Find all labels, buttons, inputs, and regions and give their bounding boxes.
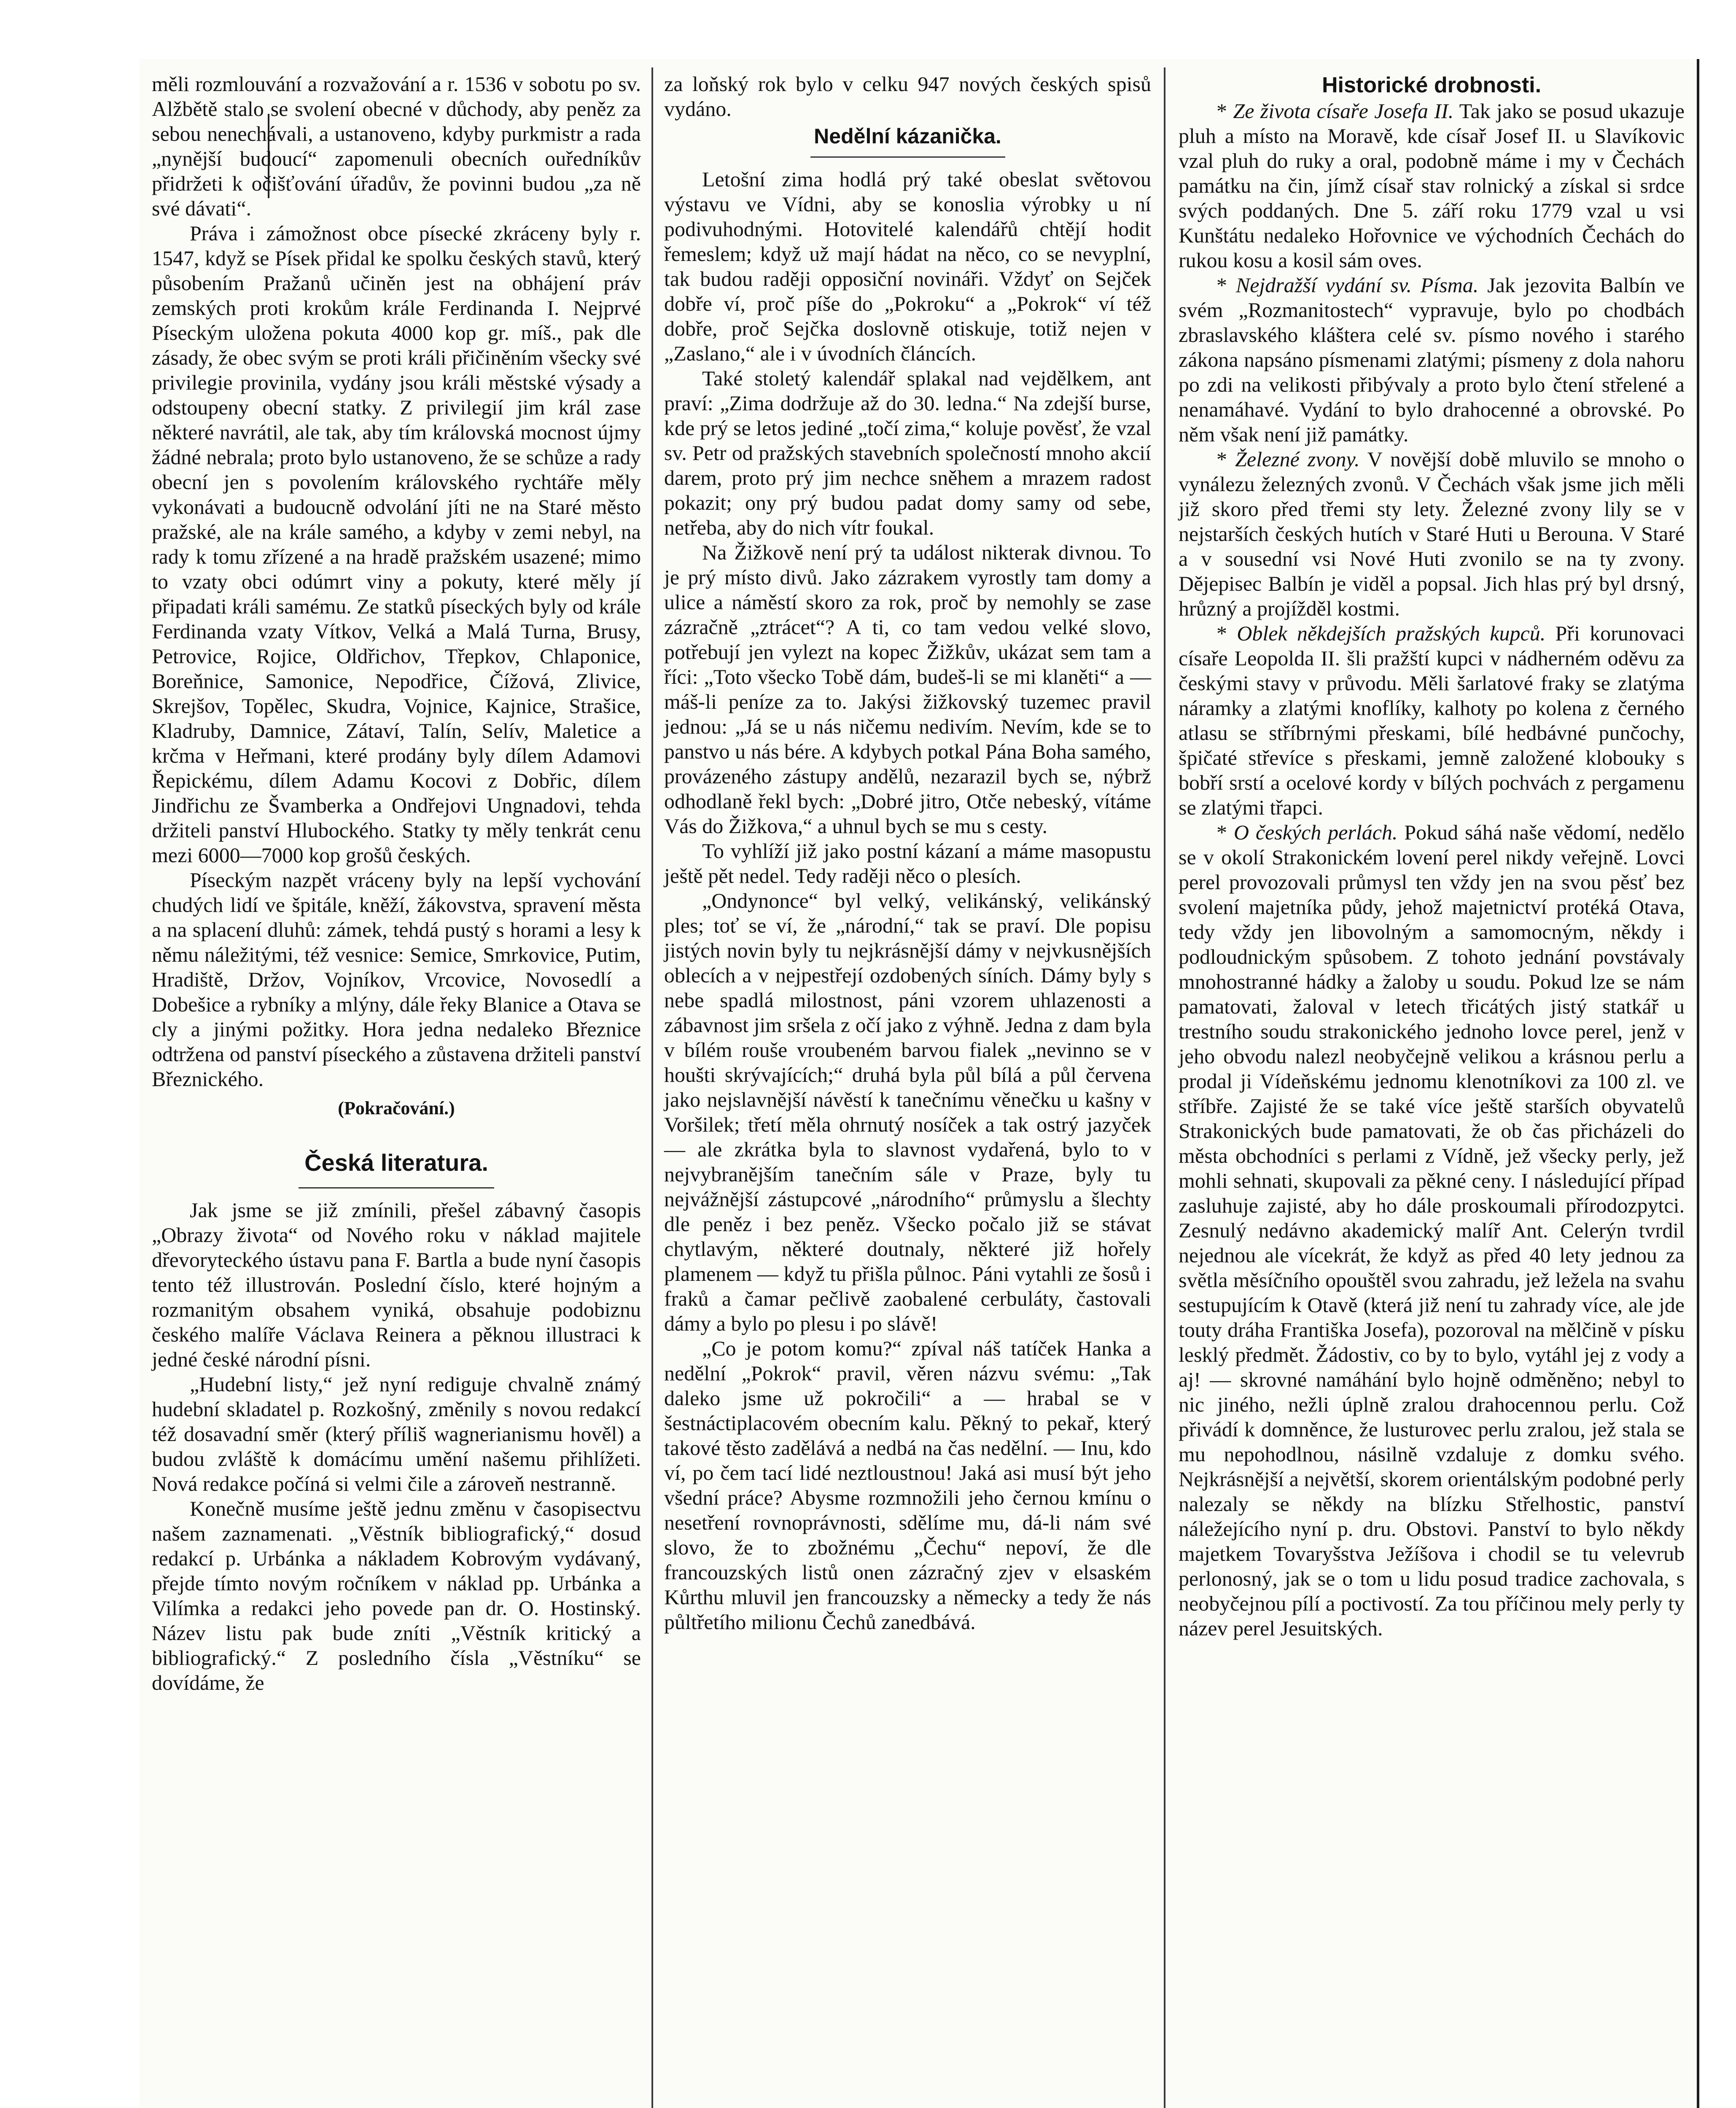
article-paragraph: Práva i zámožnost obce písecké zkráceny byly r. 1547, když se Písek přidal ke spolku českých stavů, který působením Pražanů učiněn jest na obhájení práv zemských proti krokům krále Ferdinanda I. Nejprvé Píseckým uložena pokuta 4000 kop gr. míš., pak dle zásady, že obec svým se proti králi přičiněním všecky své privilegie provinila, vydány jsou králi městské výsady a odstoupeny obecní statky. Z privilegií jim král zase některé navrátil, ale tak, aby tím královská mocnost újmy žádné nebrala; proto bylo ustanoveno, že se schůze a rady obecní jen s povolením královského rychtáře měly vykonávati a budoucně odvolání jíti ne na Staré město pražské, ale na krále samého, a kdyby v zemi nebyl, na rady k tomu zřízené a na hradě pražském usazené; mimo to vzaty obci odúmrt viny a pokuty, které měly jí připadati králi samému. Ze statků píseckých byly od krále Ferdinanda vzaty Vítkov, Velká a Malá Turna, Brusy, Petrovice, Rojice, Oldřichov, Třepkov, Chlaponice, Boreňnice, Samonice, Nepodřice, Čížová, Zlivice, Skrejšov, Topělec, Skudra, Vojnice, Kajnice, Strašice, Kladruby, Damnice, Zátaví, Talín, Selív, Maletice a krčma v Heřmani, které prodány byly dílem Adamovi Řepickému, dílem Adamu Kocovi z Dobřic, dílem Jindřichu ze Švamberka a Ondřejovi Ungnadovi, tehda držiteli panství Hlubockého. Statky ty měly tenkrát cenu mezi 6000—7000 kop grošů českých. (152, 221, 641, 867)
page-edge-shadow (1697, 59, 1699, 2108)
article-paragraph: Také stoletý kalendář splakal nad vejdělkem, ant praví: „Zima dodržuje až do 30. ledna.“ Na zdejší burse, kde prý se letos jediné „točí zima,“ koluje pověsť, že vzal sv. Petr od pražských stavebních společností mnoho akcií darem, proto prý jim nechce sněhem a mrazem radost pokazit; ony prý budou padat domy samy od sebe, netřeba, aby do nich vítr foukal. (664, 366, 1151, 539)
history-item-title: Ze života císaře Josefa II. (1233, 99, 1454, 123)
history-item: * O českých perlách. Pokud sáhá naše vědomí, nedělo se v okolí Strakonickém lovení perel nikdy veřejně. Lovci perel provozovali průmysl ten vždy jen na svou pěsť bez svolení majetníka půdy, jehož majetnictví protéká Otava, tedy vždy jen libovolným a samomocným, někdy i podloudnickým spůsobem. Z tohoto jednání povstávaly mnohostranné hádky a žaloby u soudu. Pokud lze se nám pamatovati, žaloval v letech třicátých jistý statkář u trestního soudu strakonického jednoho lovce perel, jenž v jeho obvodu nalezl neobyčejně velikou a krásnou perlu a prodal ji Vídeňskému jednomu klenotníkovi za 100 zl. ve stříbře. Zajisté že se také více ještě starších obyvatelů Strakonických bude pamatovati, že ob čas přicházeli do města obchodníci s perlami z Vídně, jež všecky perly, jež mohli sehnati, skupovali za pěkné ceny. I následující případ zasluhuje zajisté, aby ho dále proskoumali přírodozpytci. Zesnulý nedávno akademický malíř Ant. Celerýn tvrdil nejednou ale vícekrát, že když as před 40 lety jednou za světla měsíčního opouštěl svou zahradu, jež ležela na svahu sestupujícím k Otavě (která již není tu zahrady více, ale jde touty dráha Františka Josefa), pozoroval na mělčině v písku lesklý předmět. Žádostiv, co by to bylo, vytáhl jej z vody a aj! — skrovné namáhání bylo hojně odměněno; nebyl to nic jiného, nežli úplně zralou drahocennou perlu. Což přivádí k domněnce, že lusturovec perlu zralou, jež stala se mu nepohodlnou, násilně vzdaluje z domku svého. Nejkrásnější a největší, skorem orientálským podobné perly nalezaly se někdy na blízku Střelhostic, panství náležejícího nyní p. dru. Obstovi. Panství to bylo někdy majetkem Tovaryšstva Ježíšova i chodil se tu velevrub perlonosný, jak se o tom u lidu posud tradice zachovala, s neobyčejnou pílí a poctivostí. Za tou příčinou mely perly ty název perel Jesuitských. (1179, 820, 1685, 1640)
history-item-text: Pokud sáhá naše vědomí, nedělo se v okolí Strakonickém lovení perel nikdy veřejně. Lovci perel provozovali průmysl ten vždy jen na svou pěsť bez svolení majetníka půdy, jehož majetnictví protéká Otava, tedy vždy jen libovolným a samomocným, někdy i podloudnickým spůsobem. Z tohoto jednání povstávaly mnohostranné hádky a žaloby u soudu. Pokud lze se nám pamatovati, žaloval v letech třicátých jistý statkář u trestního soudu strakonického jednoho lovce perel, jenž v jeho obvodu nalezl neobyčejně velikou a krásnou perlu a prodal ji Vídeňskému jednomu klenotníkovi za 100 zl. ve stříbře. Zajisté že se také více ještě starších obyvatelů Strakonických bude pamatovati, že ob čas přicházeli do města obchodníci s perlami z Vídně, jež všecky perly, jež mohli sehnati, skupovali za pěkné ceny. I následující případ zasluhuje zajisté, aby ho dále proskoumali přírodozpytci. Zesnulý nedávno akademický malíř Ant. Celerýn tvrdil nejednou ale vícekrát, že když as před 40 lety jednou za světla měsíčního opouštěl svou zahradu, jež ležela na svahu sestupujícím k Otavě (která již není tu zahrady více, ale jde touty dráha Františka Josefa), pozoroval na mělčině v písku lesklý předmět. Žádostiv, co by to bylo, vytáhl jej z vody a aj! — skrovné namáhání bylo hojně odměněno; nebyl to nic jiného, nežli úplně zralou drahocennou perlu. Což přivádí k domněnce, že lusturovec perlu zralou, jež stala se mu nepohodlnou, násilně vzdaluje z domku svého. Nejkrásnější a největší, skorem orientálským podobné perly nalezaly se někdy na blízku Střelhostic, panství náležejícího nyní p. dru. Obstovi. Panství to bylo někdy majetkem Tovaryšstva Ježíšova i chodil se tu velevrub perlonosný, jak se o tom u lidu posud tradice zachovala, s neobyčejnou pílí a poctivostí. Za tou příčinou mely perly ty název perel Jesuitských. (1179, 820, 1685, 1640)
history-item-title: Železné zvony. (1235, 447, 1360, 471)
article-paragraph: Na Žižkově není prý ta událost nikterak divnou. To je prý místo divů. Jako zázrakem vyrostly tam domy a ulice a náměstí skoro za rok, proč by nemohly se zase zázračně „ztrácet“? A ti, co tam vedou velké slovo, potřebují jen vylezt na kopec Žižkův, ukázat sem tam a říci: „Toto všecko Tobě dám, budeš-li se mi klaněti“ a — máš-li peníze za to. Jakýsi žižkovský tuzemec pravil jednou: „Já se u nás ničemu nedivím. Nevím, kde se to panstvo u nás bére. A kdybych potkal Pána Boha samého, provázeného zástupy andělů, nezarazil bych se, nýbrž odhodlaně řekl bych: „Dobré jitro, Otče nebeský, vítáme Vás do Žižkova,“ a uhnul bych se mu s cesty. (664, 540, 1151, 838)
article-paragraph: Píseckým nazpět vráceny byly na lepší vychování chudých lidí ve špitále, kněží, žákovstva, spravení města a na splacení dluhů: zámek, tehdá pustý s horami a lesy k němu náležitými, též vesnice: Semice, Smrkovice, Putim, Hradiště, Držov, Vojníkov, Vrcovice, Novosedlí a Dobešice a rybníky a mlýny, dále řeky Blanice a Otava se cly a jinými požitky. Hora jedna nedaleko Březnice odtržena od panství píseckého a zůstavena držiteli panství Březnického. (152, 868, 641, 1091)
history-item-title: O českých perlách. (1233, 820, 1398, 844)
heading-underline (810, 156, 1005, 158)
article-paragraph: Jak jsme se již zmínili, přešel zábavný časopis „Obrazy života“ od Nového roku v náklad majitele dřevoryteckého ústavu pana F. Bartla a bude nyní časopis tento též illustrován. Poslední číslo, které hojným a rozmanitým obsahem vyniká, obsahuje podobiznu českého malíře Václava Reinera a pěknou illustraci k jedné české národní písni. (152, 1198, 641, 1371)
history-item-text: Při korunovaci císaře Leopolda II. šli pražští kupci v nádherném oděvu za českými stavy v průvodu. Měli šarlatové fraky se zlatýma náramky a zlatými knoflíky, kalhoty po kolena z černého atlasu se stříbrnými přeskami, bílé hedbávné punčochy, špičaté střevíce s přeskami, jemně založené klobouky s bobří srstí a ocelové kordy v bílých pochvách z pergamenu se zlatými třapci. (1179, 621, 1685, 819)
section-heading-history: Historické drobnosti. (1322, 73, 1542, 97)
history-item-title: Nejdražší vydání sv. Písma. (1235, 273, 1479, 297)
history-item-text: Jak jezovita Balbín ve svém „Rozmanitostech“ vypravuje, bylo po chodbách zbraslavského kláštera celé sv. písmo nového i starého zákona napsáno písmenami zlatými; písmeny z dola nahoru po zdi na velikosti přibývaly a proto bylo čtení střelené a nenamáhavé. Vydání to bylo drahocenné a obrovské. Po něm však není již památky. (1179, 273, 1685, 446)
column-divider (651, 67, 653, 2108)
heading-underline (299, 1187, 494, 1188)
continuation-note: (Pokračování.) (338, 1098, 455, 1119)
article-paragraph: Konečně musíme ještě jednu změnu v časopisectvu našem zaznamenati. „Věstník bibliografický,“ dosud redakcí p. Urbánka a nákladem Kobrovým vydávaný, přejde tímto novým ročníkem v náklad pp. Urbánka a Vilímka a redakci jeho povede pan dr. O. Hostinský. Název listu pak bude zníti „Věstník kritický a bibliografický.“ Z posledního čísla „Věstníku“ se dovídáme, že (152, 1497, 641, 1694)
column-left (152, 72, 641, 1695)
history-item: * Ze života císaře Josefa II. Tak jako se posud ukazuje pluh a místo na Moravě, kde císař Josef II. u Slavíkovic vzal pluh do ruky a oral, podobně máme i my v Čechách památku na čin, jímž císař stav rolnický a získal si srdce svých poddaných. Dne 5. září roku 1779 vzal u vsi Kunštátu nedaleko Hořovnice ve východních Čechách do rukou kosu a kosil sám oves. (1179, 99, 1685, 272)
history-item-text: Tak jako se posud ukazuje pluh a místo na Moravě, kde císař Josef II. u Slavíkovic vzal pluh do ruky a oral, podobně máme i my v Čechách památku na čin, jímž císař stav rolnický a získal si srdce svých poddaných. Dne 5. září roku 1779 vzal u vsi Kunštátu nedaleko Hořovnice ve východních Čechách do rukou kosu a kosil sám oves. (1179, 99, 1685, 272)
history-item: * Oblek někdejších pražských kupců. Při korunovaci císaře Leopolda II. šli pražští kupci v nádherném oděvu za českými stavy v průvodu. Měli šarlatové fraky se zlatýma náramky a zlatými knoflíky, kalhoty po kolena z černého atlasu se stříbrnými přeskami, bílé hedbávné punčochy, špičaté střevíce s přeskami, jemně založené klobouky s bobří srstí a ocelové kordy v bílých pochvách z pergamenu se zlatými třapci. (1179, 621, 1685, 819)
column-right (1179, 72, 1685, 1641)
article-paragraph: za loňský rok bylo v celku 947 nových českých spisů vydáno. (664, 72, 1151, 121)
article-paragraph: „Hudební listy,“ jež nyní rediguje chvalně známý hudební skladatel p. Rozkošný, změnily s novou redakcí též dosavadní směr (který příliš wagnerianismu hověl) a budou zvláště k domácímu umění našemu přihlížeti. Nová redakce počíná si velmi čile a zároveň nestranně. (152, 1372, 641, 1495)
article-paragraph: „Co je potom komu?“ zpíval náš tatíček Hanka a nedělní „Pokrok“ pravil, věren názvu svému: „Tak daleko jsme už pokročili“ a — hrabal se v šestnáctiplacovém obecním kalu. Pěkný to pekař, který takové těsto zadělává a nedbá na čas nedělní. — Inu, kdo ví, po čem tací lidé neztloustnou! Jaká asi musí být jeho všední práce? Abysme rozmnožili jeho černou kmínu o nesetření rovnoprávnosti, sdělíme mu, dá-li nám své slovo, že to zbožnému „Čechu“ nepoví, že dle francouzských listů onen zázračný zjev v elsaském Kůrthu mluvil jen francouzsky a německy a tedy že nás půltřetího milionu Čechů zanedbává. (664, 1336, 1151, 1634)
history-item-title: Oblek někdejších pražských kupců. (1237, 621, 1546, 645)
article-paragraph: To vyhlíží již jako postní kázaní a máme masopustu ještě pět nedel. Tedy raději něco o plesích. (664, 839, 1151, 887)
article-paragraph: „Ondynonce“ byl velký, velikánský, velikánský ples; toť se ví, že „národní,“ tak se praví. Dle popisu jistých novin byly tu nejkrásnější dámy v nejvkusnějších oblecích a v nejpestřejí ozdobených síních. Dámy byly s nebe spadlá milostnost, páni vzorem uhlazenosti a zábavnost jim sršela z očí jako z výhně. Jedna z dam byla v bílém rouše vroubeném barvou fialek „nevinno se v houšti skrývajících;“ druhá byla půl bílá a půl červena jako nejslavnější návěstí k tanečnímu věnečku u kašny v Voršilek; třetí měla ohrnutý nosíček a tak ostrý jazyček — ale zkrátka byla to slavnost vydařená, bylo to v nejvybranějším tanečním sále v Praze, byly tu nejvážnější zástupcové „národního“ průmyslu a šlechty dle peněz i bez peněz. Všecko počalo již se stávat chytlavým, některé doutnaly, některé již hořely plamenem — když tu přišla půlnoc. Páni vytahli ze šosů i fraků a čamar pečlivě zaobalené cerbuláty, častovali dámy a bylo po plesu i po slávě! (664, 889, 1151, 1335)
column-middle (664, 72, 1151, 1635)
section-heading-literature: Česká literatura. (304, 1149, 488, 1176)
section-heading-sermon: Nedělní kázanička. (814, 124, 1001, 148)
newspaper-page (139, 59, 1699, 2108)
history-item: * Železné zvony. V novější době mluvilo se mnoho o vynálezu železných zvonů. V Čechách však jsme jich měli již skoro před třemi sty lety. Železné zvony lily se v nejstarších českých hutích v Staré Huti u Berouna. V Staré a v sousední vsi Nové Huti zvonilo se na ty zvony. Dějepisec Balbín je viděl a popsal. Jich hlas prý byl drsný, hrůzný a projížděl kostmi. (1179, 447, 1685, 620)
article-paragraph: měli rozmlouvání a rozvažování a r. 1536 v sobotu po sv. Alžbětě stalo se svolení obecné v důchody, aby peněz za sebou nenechávali, a ustanoveno, kdyby purkmistr a rada „nynější budoucí“ zapomenuli obecních ouředníkův přidržeti k očišťování úřadův, že povinni budou „za ně své dávati“. (152, 72, 641, 220)
column-divider (1164, 67, 1165, 2108)
history-item: * Nejdražší vydání sv. Písma. Jak jezovita Balbín ve svém „Rozmanitostech“ vypravuje, bylo po chodbách zbraslavského kláštera celé sv. písmo nového i starého zákona napsáno písmenami zlatými; písmeny z dola nahoru po zdi na velikosti přibývaly a proto bylo čtení střelené a nenamáhavé. Vydání to bylo drahocenné a obrovské. Po něm však není již památky. (1179, 273, 1685, 446)
history-item-text: V novější době mluvilo se mnoho o vynálezu železných zvonů. V Čechách však jsme jich měli již skoro před třemi sty lety. Železné zvony lily se v nejstarších českých hutích v Staré Huti u Berouna. V Staré a v sousední vsi Nové Huti zvonilo se na ty zvony. Dějepisec Balbín je viděl a popsal. Jich hlas prý byl drsný, hrůzný a projížděl kostmi. (1179, 447, 1685, 620)
article-paragraph: Letošní zima hodlá prý také obeslat světovou výstavu ve Vídni, aby se konoslia výrobky u ní podivuhodnými. Hotovitelé kalendářů chtějí hodit řemeslem; když už mají hádat na něco, co se nevyplní, tak budou raději opposiční novináři. Vždyť on Sejček dobře ví, proč píše do „Pokroku“ a „Pokrok“ ví též dobře, proč Sejčka doslovně otiskuje, totiž nejen v „Zaslano,“ ale i v úvodních článcích. (664, 167, 1151, 365)
